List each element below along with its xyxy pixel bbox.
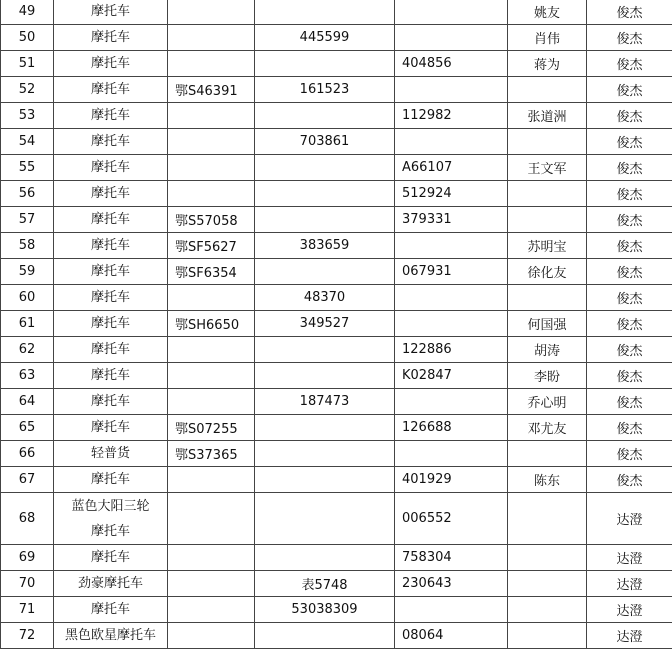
vehicle-type-cell	[54, 389, 168, 415]
table-row	[1, 103, 672, 129]
vehicle-type-cell	[54, 545, 168, 571]
engine-number-cell: 703861	[255, 129, 395, 155]
row-number-cell: 70	[1, 571, 54, 597]
handler-name-cell: 俊杰	[587, 337, 672, 363]
plate-number-cell	[168, 545, 255, 571]
plate-number-cell: 鄂S46391	[168, 77, 255, 103]
owner-name-cell	[508, 77, 587, 103]
plate-number-cell	[168, 155, 255, 181]
row-number-cell: 49	[1, 0, 54, 25]
row-number-cell: 50	[1, 25, 54, 51]
frame-number-cell	[395, 25, 508, 51]
table-row	[1, 233, 672, 259]
owner-name-cell	[508, 285, 587, 311]
vehicle-type-cell	[54, 623, 168, 649]
row-number-cell: 53	[1, 103, 54, 129]
vehicle-type-line: 摩托车	[90, 420, 130, 435]
table-body	[1, 0, 672, 649]
engine-number-cell	[255, 623, 395, 649]
table-row	[1, 597, 672, 623]
vehicle-type-cell	[54, 571, 168, 597]
row-number-cell: 62	[1, 337, 54, 363]
vehicle-type-line: 摩托车	[90, 523, 130, 539]
table-row	[1, 51, 672, 77]
handler-name-cell: 俊杰	[587, 103, 672, 129]
table-row	[1, 363, 672, 389]
handler-name-cell: 俊杰	[587, 467, 672, 493]
row-number-cell: 52	[1, 77, 54, 103]
owner-name-cell	[508, 545, 587, 571]
row-number-cell: 51	[1, 51, 54, 77]
vehicle-type-line: 摩托车	[90, 4, 130, 19]
vehicle-type-cell	[54, 597, 168, 623]
owner-name-cell: 徐化友	[508, 259, 587, 285]
engine-number-cell	[255, 545, 395, 571]
row-number-cell: 63	[1, 363, 54, 389]
plate-number-cell: 鄂SH6650	[168, 311, 255, 337]
row-number-cell: 59	[1, 259, 54, 285]
plate-number-cell	[168, 0, 255, 25]
vehicle-type-cell	[54, 51, 168, 77]
engine-number-cell: 表5748	[255, 571, 395, 597]
table-row	[1, 181, 672, 207]
engine-number-cell: 161523	[255, 77, 395, 103]
vehicle-type-cell	[54, 0, 168, 25]
table-row	[1, 259, 672, 285]
table-row	[1, 25, 672, 51]
handler-name-cell: 俊杰	[587, 285, 672, 311]
vehicle-type-line: 摩托车	[90, 82, 130, 97]
vehicle-type-cell	[54, 337, 168, 363]
plate-number-cell	[168, 337, 255, 363]
engine-number-cell	[255, 51, 395, 77]
engine-number-cell: 383659	[255, 233, 395, 259]
frame-number-cell: 401929	[395, 467, 508, 493]
vehicle-type-line: 摩托车	[90, 316, 130, 331]
vehicle-type-line: 劲豪摩托车	[77, 576, 143, 591]
handler-name-cell: 俊杰	[587, 389, 672, 415]
vehicle-type-line: 摩托车	[90, 264, 130, 279]
vehicle-type-cell	[54, 181, 168, 207]
row-number-cell: 71	[1, 597, 54, 623]
vehicle-type-cell	[54, 311, 168, 337]
plate-number-cell: 鄂S57058	[168, 207, 255, 233]
frame-number-cell	[395, 441, 508, 467]
frame-number-cell: 112982	[395, 103, 508, 129]
frame-number-cell	[395, 233, 508, 259]
handler-name-cell: 俊杰	[587, 0, 672, 25]
plate-number-cell	[168, 25, 255, 51]
vehicle-type-cell	[54, 493, 168, 545]
frame-number-cell	[395, 129, 508, 155]
row-number-cell: 55	[1, 155, 54, 181]
handler-name-cell: 达澄	[587, 597, 672, 623]
vehicle-type-cell	[54, 467, 168, 493]
vehicle-type-cell	[54, 103, 168, 129]
vehicle-type-line: 摩托车	[90, 602, 130, 617]
handler-name-cell: 达澄	[587, 493, 672, 545]
engine-number-cell: 445599	[255, 25, 395, 51]
plate-number-cell	[168, 285, 255, 311]
handler-name-cell: 达澄	[587, 545, 672, 571]
vehicle-type-cell	[54, 233, 168, 259]
engine-number-cell	[255, 155, 395, 181]
engine-number-cell: 53038309	[255, 597, 395, 623]
frame-number-cell: 404856	[395, 51, 508, 77]
frame-number-cell: 122886	[395, 337, 508, 363]
handler-name-cell: 俊杰	[587, 441, 672, 467]
owner-name-cell: 姚友	[508, 0, 587, 25]
owner-name-cell: 蒋为	[508, 51, 587, 77]
owner-name-cell	[508, 597, 587, 623]
plate-number-cell: 鄂S07255	[168, 415, 255, 441]
table-row	[1, 207, 672, 233]
owner-name-cell: 何国强	[508, 311, 587, 337]
plate-number-cell	[168, 571, 255, 597]
plate-number-cell: 鄂S37365	[168, 441, 255, 467]
plate-number-cell	[168, 181, 255, 207]
table-row	[1, 415, 672, 441]
handler-name-cell: 俊杰	[587, 207, 672, 233]
frame-number-cell: 758304	[395, 545, 508, 571]
owner-name-cell: 张道洲	[508, 103, 587, 129]
handler-name-cell: 达澄	[587, 623, 672, 649]
row-number-cell: 60	[1, 285, 54, 311]
row-number-cell: 67	[1, 467, 54, 493]
handler-name-cell: 俊杰	[587, 129, 672, 155]
handler-name-cell: 俊杰	[587, 51, 672, 77]
frame-number-cell: K02847	[395, 363, 508, 389]
table-row	[1, 311, 672, 337]
engine-number-cell	[255, 337, 395, 363]
handler-name-cell: 达澄	[587, 571, 672, 597]
vehicle-type-cell	[54, 285, 168, 311]
vehicle-type-line: 摩托车	[90, 472, 130, 487]
row-number-cell: 65	[1, 415, 54, 441]
owner-name-cell	[508, 623, 587, 649]
owner-name-cell	[508, 571, 587, 597]
table-row	[1, 441, 672, 467]
engine-number-cell	[255, 415, 395, 441]
handler-name-cell: 俊杰	[587, 415, 672, 441]
owner-name-cell	[508, 441, 587, 467]
plate-number-cell	[168, 363, 255, 389]
plate-number-cell	[168, 597, 255, 623]
table-row	[1, 77, 672, 103]
frame-number-cell	[395, 77, 508, 103]
engine-number-cell	[255, 441, 395, 467]
engine-number-cell	[255, 0, 395, 25]
vehicle-type-line: 摩托车	[90, 550, 130, 565]
owner-name-cell: 陈东	[508, 467, 587, 493]
frame-number-cell: 379331	[395, 207, 508, 233]
vehicle-type-line: 黑色欧星摩托车	[64, 628, 156, 643]
vehicle-type-line: 摩托车	[90, 56, 130, 71]
owner-name-cell: 李盼	[508, 363, 587, 389]
owner-name-cell: 邓尤友	[508, 415, 587, 441]
owner-name-cell: 王文军	[508, 155, 587, 181]
engine-number-cell	[255, 103, 395, 129]
row-number-cell: 54	[1, 129, 54, 155]
vehicle-type-line: 摩托车	[90, 342, 130, 357]
vehicle-type-line: 摩托车	[90, 238, 130, 253]
row-number-cell: 61	[1, 311, 54, 337]
vehicle-type-line: 摩托车	[90, 212, 130, 227]
table-row	[1, 0, 672, 25]
handler-name-cell: 俊杰	[587, 259, 672, 285]
handler-name-cell: 俊杰	[587, 311, 672, 337]
frame-number-cell: 067931	[395, 259, 508, 285]
plate-number-cell	[168, 467, 255, 493]
vehicle-type-line: 摩托车	[90, 290, 130, 305]
table-row	[1, 571, 672, 597]
frame-number-cell: 512924	[395, 181, 508, 207]
table-row	[1, 337, 672, 363]
plate-number-cell	[168, 493, 255, 545]
vehicle-type-cell	[54, 259, 168, 285]
table-row	[1, 467, 672, 493]
vehicle-type-line: 摩托车	[90, 394, 130, 409]
row-number-cell: 72	[1, 623, 54, 649]
engine-number-cell	[255, 207, 395, 233]
vehicle-type-line: 摩托车	[90, 160, 130, 175]
handler-name-cell: 俊杰	[587, 155, 672, 181]
table-row	[1, 389, 672, 415]
frame-number-cell	[395, 311, 508, 337]
engine-number-cell	[255, 467, 395, 493]
owner-name-cell	[508, 493, 587, 545]
engine-number-cell	[255, 181, 395, 207]
engine-number-cell	[255, 493, 395, 545]
plate-number-cell	[168, 103, 255, 129]
owner-name-cell	[508, 129, 587, 155]
owner-name-cell: 乔心明	[508, 389, 587, 415]
plate-number-cell	[168, 623, 255, 649]
frame-number-cell: 006552	[395, 493, 508, 545]
table-row	[1, 155, 672, 181]
vehicle-type-line: 摩托车	[90, 368, 130, 383]
vehicle-type-cell	[54, 207, 168, 233]
vehicle-type-line: 摩托车	[90, 134, 130, 149]
vehicle-type-cell	[54, 129, 168, 155]
vehicle-type-line: 摩托车	[90, 30, 130, 45]
plate-number-cell	[168, 389, 255, 415]
frame-number-cell: 230643	[395, 571, 508, 597]
engine-number-cell: 187473	[255, 389, 395, 415]
frame-number-cell: A66107	[395, 155, 508, 181]
engine-number-cell	[255, 259, 395, 285]
row-number-cell: 58	[1, 233, 54, 259]
vehicle-type-line: 蓝色大阳三轮	[71, 498, 150, 514]
frame-number-cell	[395, 0, 508, 25]
vehicle-type-cell	[54, 415, 168, 441]
frame-number-cell	[395, 597, 508, 623]
engine-number-cell: 349527	[255, 311, 395, 337]
vehicle-type-line: 摩托车	[90, 108, 130, 123]
handler-name-cell: 俊杰	[587, 25, 672, 51]
handler-name-cell: 俊杰	[587, 181, 672, 207]
row-number-cell: 64	[1, 389, 54, 415]
plate-number-cell: 鄂SF5627	[168, 233, 255, 259]
table-row	[1, 493, 672, 545]
owner-name-cell	[508, 207, 587, 233]
vehicle-type-cell	[54, 363, 168, 389]
table-row	[1, 623, 672, 649]
plate-number-cell: 鄂SF6354	[168, 259, 255, 285]
row-number-cell: 68	[1, 493, 54, 545]
table-row	[1, 129, 672, 155]
plate-number-cell	[168, 129, 255, 155]
frame-number-cell	[395, 389, 508, 415]
owner-name-cell	[508, 181, 587, 207]
row-number-cell: 69	[1, 545, 54, 571]
plate-number-cell	[168, 51, 255, 77]
engine-number-cell: 48370	[255, 285, 395, 311]
vehicle-type-line: 轻普货	[90, 446, 130, 461]
handler-name-cell: 俊杰	[587, 77, 672, 103]
vehicle-type-cell	[54, 155, 168, 181]
vehicle-type-cell	[54, 25, 168, 51]
row-number-cell: 66	[1, 441, 54, 467]
engine-number-cell	[255, 363, 395, 389]
vehicle-type-cell	[54, 77, 168, 103]
frame-number-cell: 126688	[395, 415, 508, 441]
row-number-cell: 57	[1, 207, 54, 233]
handler-name-cell: 俊杰	[587, 233, 672, 259]
row-number-cell: 56	[1, 181, 54, 207]
handler-name-cell: 俊杰	[587, 363, 672, 389]
vehicle-type-cell	[54, 441, 168, 467]
table-row	[1, 285, 672, 311]
table-row	[1, 545, 672, 571]
vehicle-type-line: 摩托车	[90, 186, 130, 201]
owner-name-cell: 苏明宝	[508, 233, 587, 259]
frame-number-cell: 08064	[395, 623, 508, 649]
owner-name-cell: 胡涛	[508, 337, 587, 363]
frame-number-cell	[395, 285, 508, 311]
owner-name-cell: 肖伟	[508, 25, 587, 51]
